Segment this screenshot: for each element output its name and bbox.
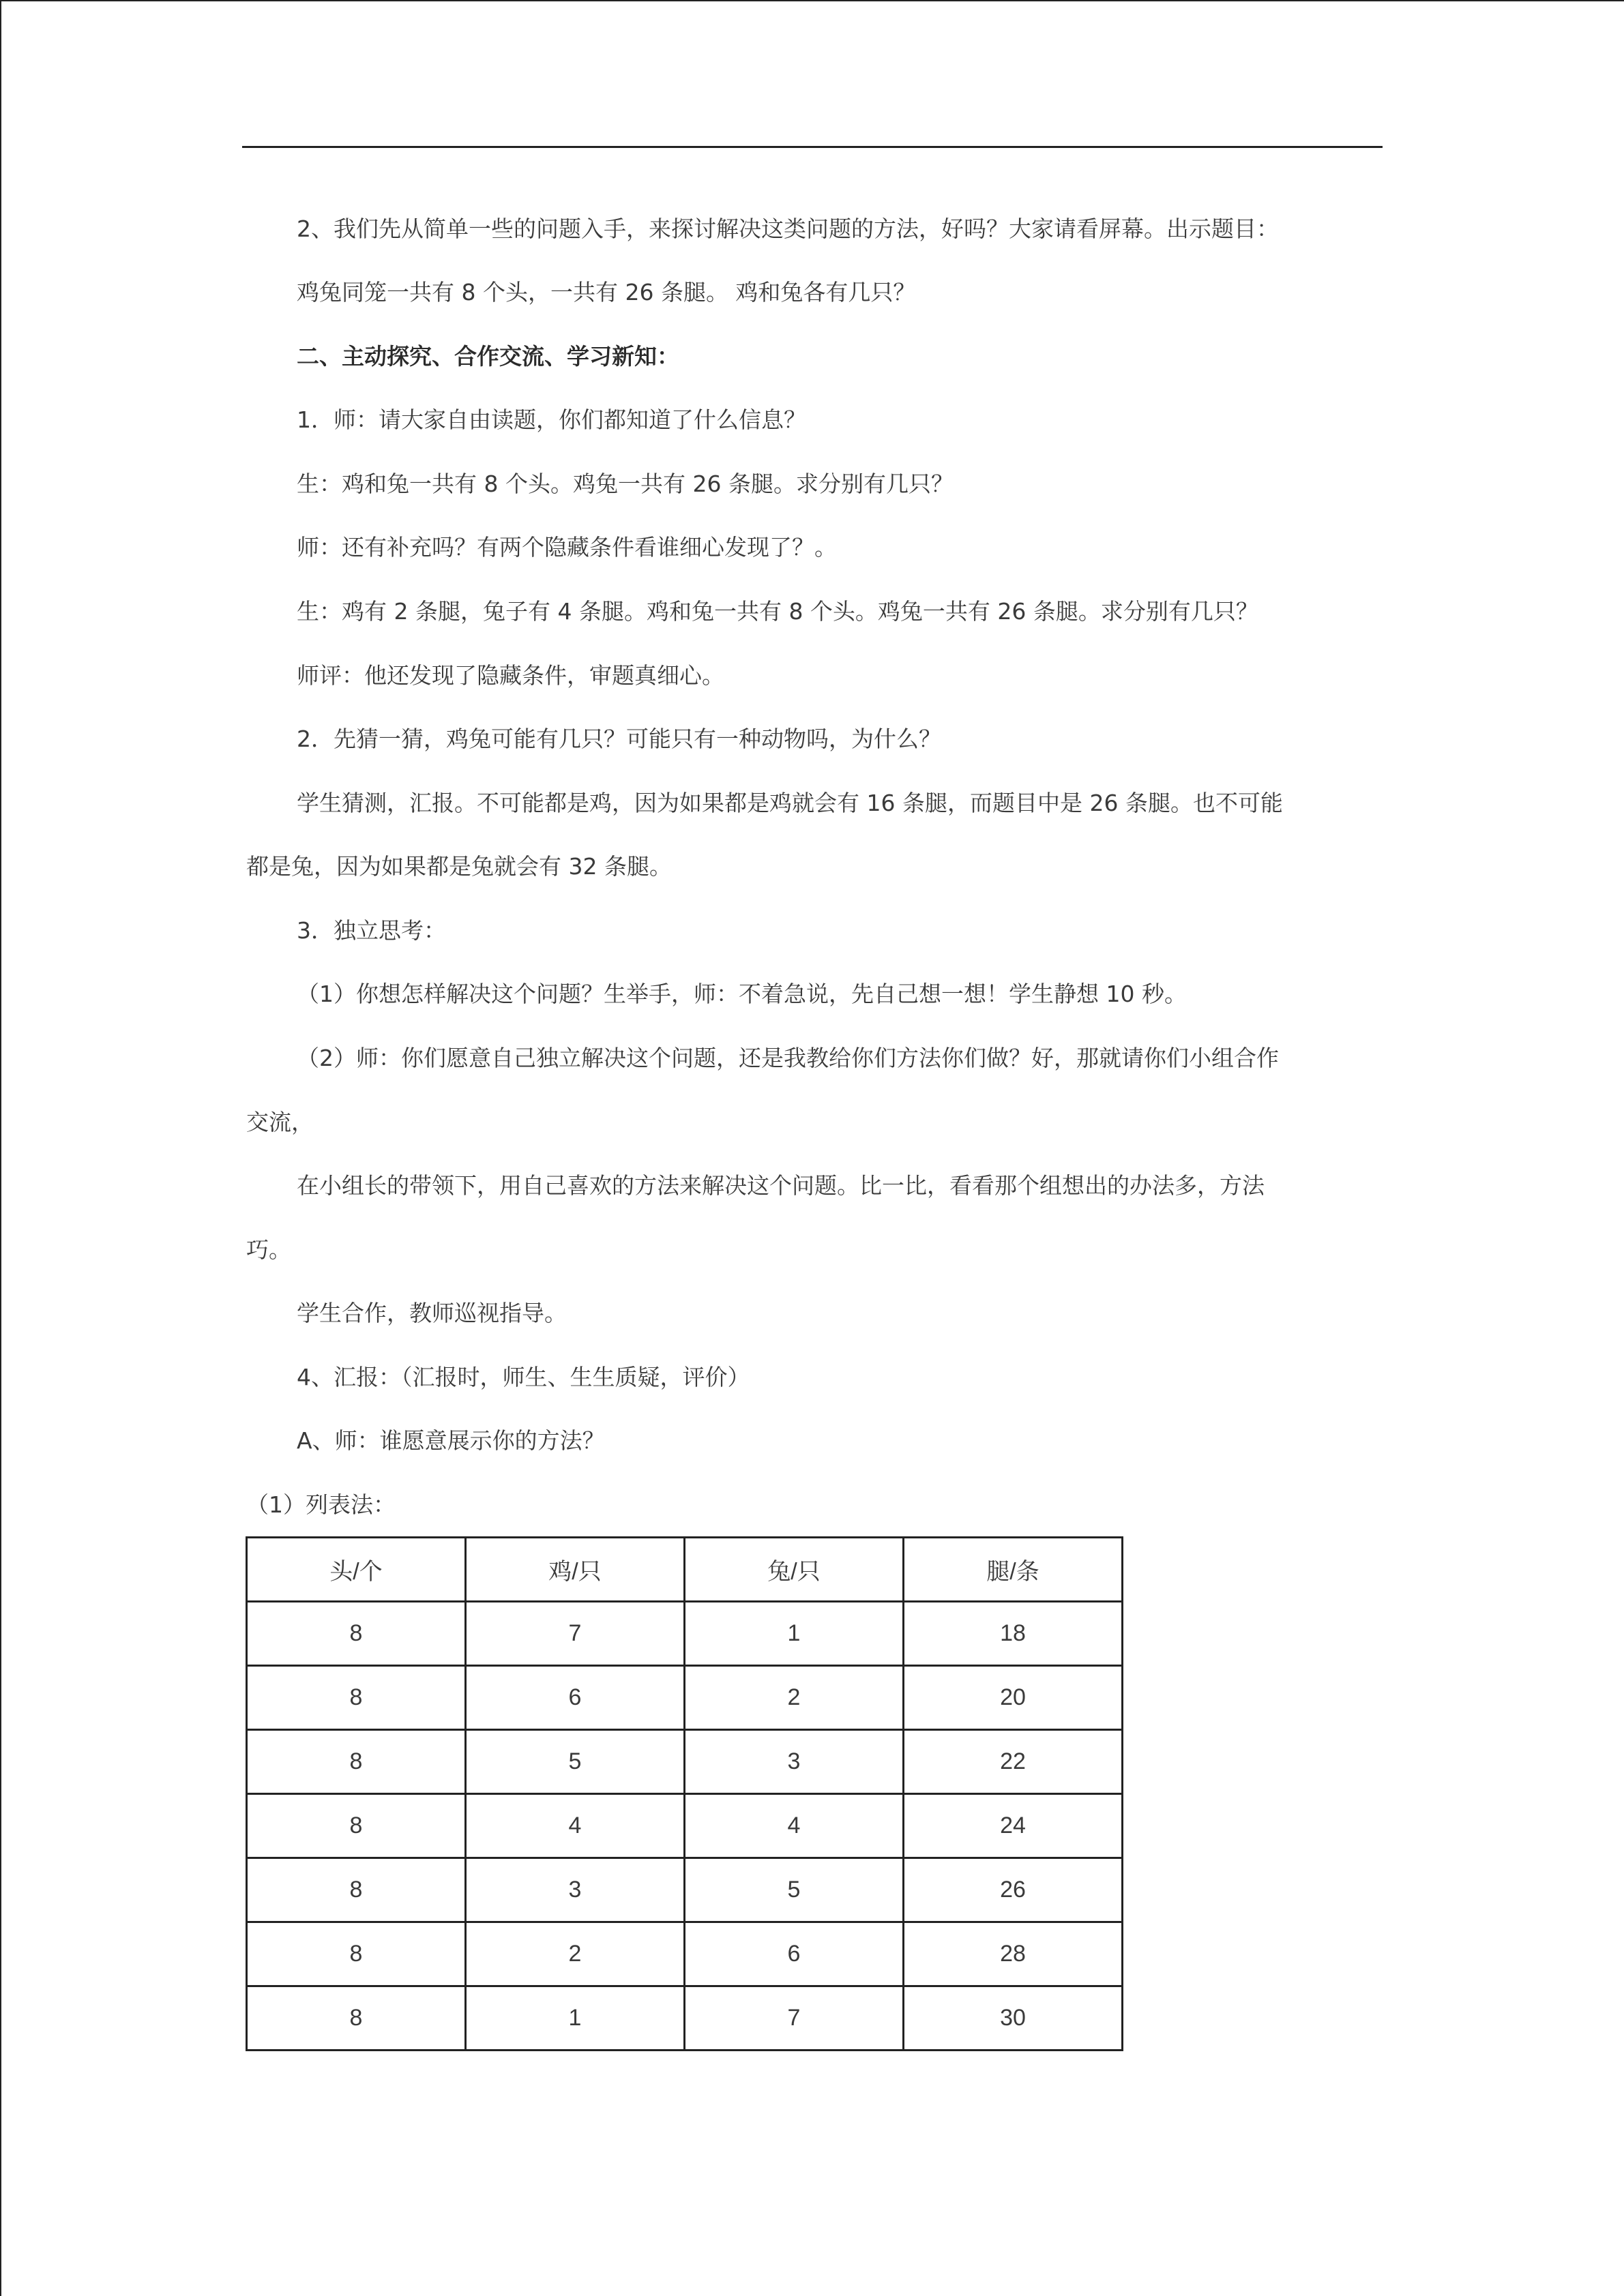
header-rabbits: 兔/只 bbox=[685, 1538, 904, 1602]
paragraph-8: 师评：他还发现了隐藏条件，审题真细心。 bbox=[297, 662, 724, 689]
header-heads: 头/个 bbox=[247, 1538, 466, 1602]
table-cell: 5 bbox=[466, 1730, 685, 1794]
table-cell: 26 bbox=[904, 1858, 1123, 1922]
table-cell: 1 bbox=[685, 1602, 904, 1666]
table-cell: 4 bbox=[466, 1794, 685, 1858]
paragraph-6: 师：还有补充吗？有两个隐藏条件看谁细心发现了？。 bbox=[297, 534, 837, 561]
table-cell: 22 bbox=[904, 1730, 1123, 1794]
paragraph-7: 生：鸡有 2 条腿，兔子有 4 条腿。鸡和兔一共有 8 个头。鸡兔一共有 26 条腿。求分别有几只？ bbox=[297, 598, 1258, 625]
table-cell: 8 bbox=[247, 1666, 466, 1730]
paragraph-13-line-1: （2）师：你们愿意自己独立解决这个问题，还是我教给你们方法你们做？好，那就请你们小组合作 bbox=[297, 1045, 1279, 1071]
paragraph-11: 3．独立思考： bbox=[297, 917, 446, 944]
table-cell: 5 bbox=[685, 1858, 904, 1922]
table-cell: 6 bbox=[685, 1922, 904, 1986]
table-cell: 2 bbox=[466, 1922, 685, 1986]
table-row bbox=[247, 1730, 1123, 1794]
paragraph-14-line-1: 在小组长的带领下，用自己喜欢的方法来解决这个问题。比一比，看看那个组想出的办法多，方法 bbox=[297, 1172, 1265, 1199]
section-heading: 二、主动探究、合作交流、学习新知： bbox=[297, 343, 679, 370]
paragraph-1: 2、我们先从简单一些的问题入手，来探讨解决这类问题的方法，好吗？大家请看屏幕。出示题目： bbox=[297, 215, 1279, 242]
table-row bbox=[247, 1666, 1123, 1730]
header-rule bbox=[242, 146, 1383, 148]
table-cell: 8 bbox=[247, 1986, 466, 2051]
table-cell: 7 bbox=[466, 1602, 685, 1666]
table-cell: 8 bbox=[247, 1858, 466, 1922]
paragraph-4: 1．师：请大家自由读题，你们都知道了什么信息？ bbox=[297, 406, 806, 433]
paragraph-10-line-1: 学生猜测，汇报。不可能都是鸡，因为如果都是鸡就会有 16 条腿，而题目中是 26 条腿。也不可能 bbox=[297, 790, 1283, 816]
table-header-row bbox=[247, 1538, 1123, 1602]
table-cell: 30 bbox=[904, 1986, 1123, 2051]
paragraph-14-line-2: 巧。 bbox=[246, 1236, 291, 1263]
table-cell: 3 bbox=[685, 1730, 904, 1794]
paragraph-16: 4、汇报：（汇报时，师生、生生质疑，评价） bbox=[297, 1364, 750, 1390]
table-cell: 18 bbox=[904, 1602, 1123, 1666]
table-cell: 7 bbox=[685, 1986, 904, 2051]
paragraph-9: 2．先猜一猜，鸡兔可能有几只？可能只有一种动物吗，为什么？ bbox=[297, 726, 941, 752]
paragraph-15: 学生合作，教师巡视指导。 bbox=[297, 1300, 567, 1326]
paragraph-17: A、师：谁愿意展示你的方法？ bbox=[297, 1427, 605, 1454]
enumeration-table bbox=[246, 1536, 1123, 2051]
table-cell: 8 bbox=[247, 1730, 466, 1794]
paragraph-13-line-2: 交流， bbox=[246, 1109, 314, 1135]
paragraph-2: 鸡兔同笼一共有 8 个头，一共有 26 条腿。 鸡和兔各有几只？ bbox=[297, 279, 916, 305]
table-cell: 8 bbox=[247, 1922, 466, 1986]
table-row bbox=[247, 1794, 1123, 1858]
table-cell: 8 bbox=[247, 1794, 466, 1858]
table-cell: 8 bbox=[247, 1602, 466, 1666]
paragraph-5: 生：鸡和兔一共有 8 个头。鸡兔一共有 26 条腿。求分别有几只？ bbox=[297, 471, 954, 497]
table-cell: 4 bbox=[685, 1794, 904, 1858]
header-legs: 腿/条 bbox=[904, 1538, 1123, 1602]
table-row bbox=[247, 1922, 1123, 1986]
table-row bbox=[247, 1986, 1123, 2051]
paragraph-12: （1）你想怎样解决这个问题？生举手，师：不着急说，先自己想一想！学生静想 10 秒。 bbox=[297, 981, 1187, 1007]
table-cell: 28 bbox=[904, 1922, 1123, 1986]
table-cell: 24 bbox=[904, 1794, 1123, 1858]
table-cell: 2 bbox=[685, 1666, 904, 1730]
paragraph-10-line-2: 都是兔，因为如果都是兔就会有 32 条腿。 bbox=[246, 853, 672, 880]
paragraph-18: （1）列表法： bbox=[246, 1491, 396, 1518]
table-row bbox=[247, 1602, 1123, 1666]
table-cell: 1 bbox=[466, 1986, 685, 2051]
table-row bbox=[247, 1858, 1123, 1922]
table-cell: 6 bbox=[466, 1666, 685, 1730]
table-cell: 20 bbox=[904, 1666, 1123, 1730]
table-cell: 3 bbox=[466, 1858, 685, 1922]
header-chickens: 鸡/只 bbox=[466, 1538, 685, 1602]
